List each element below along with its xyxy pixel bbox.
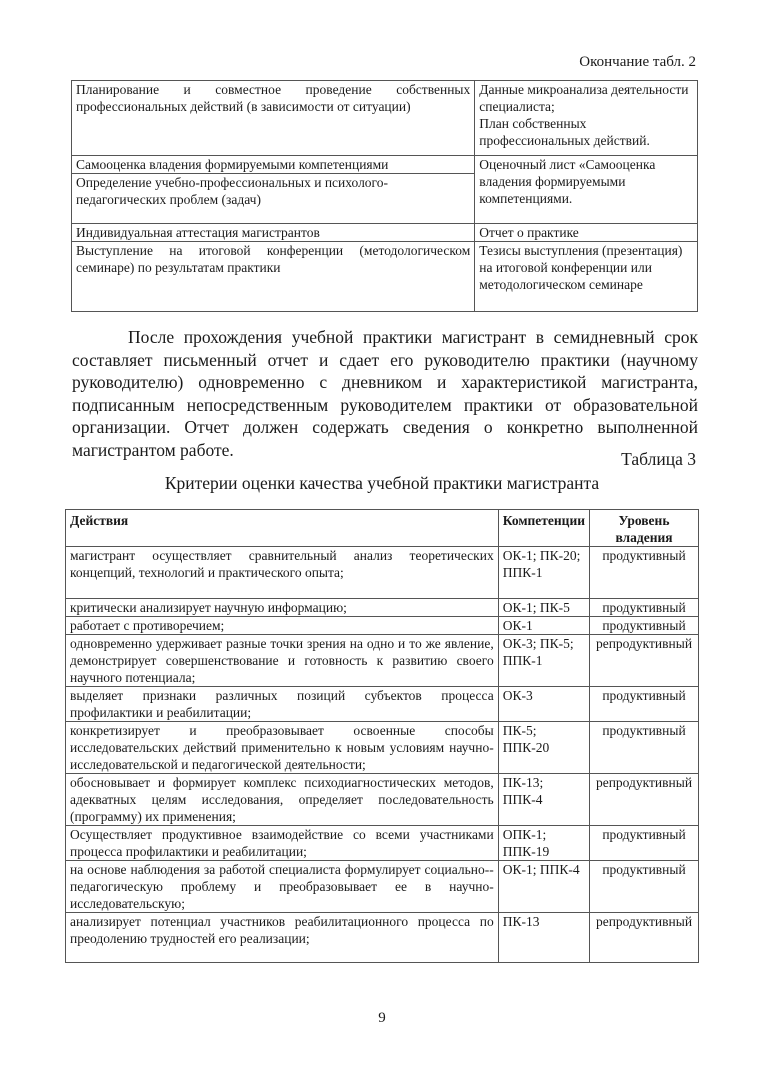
level-cell: продуктивный <box>590 861 699 913</box>
table-row <box>66 547 699 599</box>
activity-cell: Индивидуальная аттестация магистрантов <box>72 224 475 242</box>
header-level: Уровень владения <box>590 510 699 547</box>
level-cell: репродуктивный <box>590 913 699 963</box>
activity-cell: Определение учебно-профессиональных и психолого-педагогических проблем (задач) <box>72 174 475 224</box>
result-line: План собственных профессиональных действий. <box>479 116 650 148</box>
result-cell: Оценочный лист «Самооценка владения формируемыми компетенциями. <box>475 156 698 224</box>
action-cell: конкретизирует и преобразовывает освоенные способы исследовательских действий применительно к новым условиям научно-исследовательской и педагогической деятельности; <box>66 722 499 774</box>
header-actions: Действия <box>66 510 499 547</box>
action-cell: обосновывает и формирует комплекс психодиагностических методов, адекватных целям исследования, определяет последовательность (программу) их применения; <box>66 774 499 826</box>
action-cell: анализирует потенциал участников реабилитационного процесса по преодолению трудностей его реализации; <box>66 913 499 963</box>
table-row <box>72 81 698 156</box>
level-cell: продуктивный <box>590 826 699 861</box>
competencies-cell: ПК-5; ППК-20 <box>498 722 589 774</box>
action-cell: на основе наблюдения за работой специалиста формулирует социально--педагогическую проблему и преобразовывает ее в научно-исследовательскую; <box>66 861 499 913</box>
competencies-cell: ОК-1; ПК-5 <box>498 599 589 617</box>
level-cell: продуктивный <box>590 722 699 774</box>
table-row <box>66 722 699 774</box>
action-cell: работает с противоречием; <box>66 617 499 635</box>
level-cell: продуктивный <box>590 547 699 599</box>
action-cell: магистрант осуществляет сравнительный анализ теоретических концепций, технологий и практического опыта; <box>66 547 499 599</box>
table-row <box>66 826 699 861</box>
competencies-cell: ОК-1 <box>498 617 589 635</box>
table-header-row <box>66 510 699 547</box>
competencies-cell: ПК-13 <box>498 913 589 963</box>
competencies-cell: ОК-1; ППК-4 <box>498 861 589 913</box>
table-row <box>66 687 699 722</box>
table-3-title: Критерии оценки качества учебной практики магистранта <box>164 473 600 493</box>
activity-cell: Выступление на итоговой конференции (методологическом семинаре) по результатам практики <box>72 242 475 312</box>
competencies-cell: ОК-1; ПК-20; ППК-1 <box>498 547 589 599</box>
continuation-label: Окончание табл. 2 <box>579 54 696 70</box>
table-3-label: Таблица 3 <box>621 449 696 469</box>
table-row <box>66 635 699 687</box>
activity-cell: Самооценка владения формируемыми компетенциями <box>72 156 475 174</box>
level-cell: продуктивный <box>590 687 699 722</box>
table-row <box>72 242 698 312</box>
action-cell: одновременно удерживает разные точки зрения на одно и то же явление, демонстрирует совершенствование и готовность к развитию своего научного потенциала; <box>66 635 499 687</box>
action-cell: выделяет признаки различных позиций субъектов процесса профилактики и реабилитации; <box>66 687 499 722</box>
result-cell <box>475 81 698 156</box>
level-cell: продуктивный <box>590 599 699 617</box>
table-row <box>66 861 699 913</box>
result-cell: Отчет о практике <box>475 224 698 242</box>
result-cell: Тезисы выступления (презентация) на итоговой конференции или методологическом семинаре <box>475 242 698 312</box>
competencies-cell: ОК-3; ПК-5; ППК-1 <box>498 635 589 687</box>
header-competencies: Компетенции <box>498 510 589 547</box>
competencies-cell: ОК-3 <box>498 687 589 722</box>
competencies-cell: ПК-13; ППК-4 <box>498 774 589 826</box>
result-line: Данные микроанализа деятельности специалиста; <box>479 82 689 114</box>
level-cell: продуктивный <box>590 617 699 635</box>
table-row <box>66 913 699 963</box>
table-row <box>66 774 699 826</box>
table-row <box>72 224 698 242</box>
table-3-criteria <box>65 509 699 963</box>
level-cell: репродуктивный <box>590 635 699 687</box>
activity-cell: Планирование и совместное проведение собственных профессиональных действий (в зависимости от ситуации) <box>72 81 475 156</box>
level-cell: репродуктивный <box>590 774 699 826</box>
table-row <box>72 156 698 174</box>
table-row <box>66 617 699 635</box>
table-2-continuation <box>71 80 698 312</box>
page-number: 9 <box>378 1010 386 1026</box>
action-cell: критически анализирует научную информацию; <box>66 599 499 617</box>
competencies-cell: ОПК-1; ППК-19 <box>498 826 589 861</box>
body-paragraph: После прохождения учебной практики магистрант в семидневный срок составляет письменный отчет и сдает его руководителю практики (научному руководителю) одновременно с дневником и характеристикой магистранта, подписанным непосредственным руководителем практики от образовательной организации. Отчет должен содержать сведения о конкретно выполненной магистрантом работе. <box>72 327 698 460</box>
action-cell: Осуществляет продуктивное взаимодействие со всеми участниками процесса профилактики и реабилитации; <box>66 826 499 861</box>
table-row <box>66 599 699 617</box>
